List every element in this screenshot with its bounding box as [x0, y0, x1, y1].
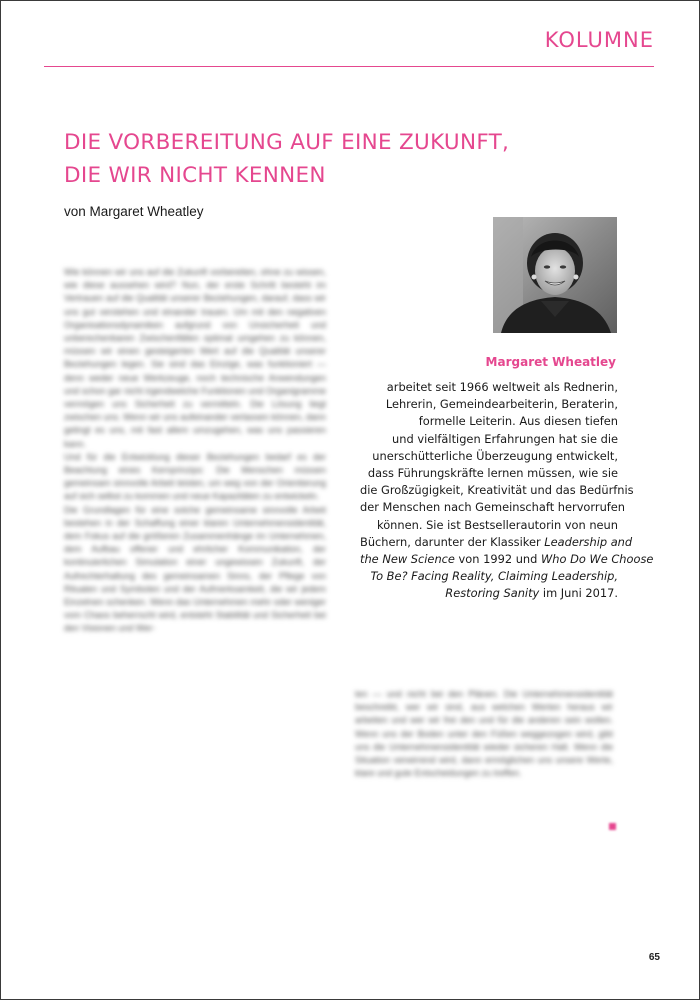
author-name: Margaret Wheatley: [485, 355, 616, 369]
author-bio: [360, 379, 654, 603]
body-column-right: [355, 688, 613, 780]
book-title: Who Do We Choose: [541, 552, 654, 567]
header-rule: [44, 66, 654, 67]
book-title: Leadership and: [544, 534, 633, 549]
article-end-mark: [609, 823, 616, 830]
bio-line: arbeitet seit 1966 weltweit als Rednerin,: [386, 380, 618, 394]
bio-line: formelle Leiterin. Aus diesen tiefen: [418, 414, 618, 429]
body-paragraph: Und für die Entwicklung dieser Beziehungen bedarf es der Beachtung eines Kernprinzips: Die Menschen müssen gemeinsam sinnvolle Arbeit leisten, um weg von der Orientierung auf sich selbst zu kommen und neue Kapazitäten zu entwickeln.: [64, 451, 326, 502]
bio-line: können. Sie ist Bestsellerautorin von neun: [377, 517, 618, 532]
article-title: [64, 126, 509, 192]
bio-line: die Großzügigkeit, Kreativität und das Bedürfnis: [360, 483, 634, 498]
page-number: 65: [648, 952, 660, 963]
bio-text: im Juni 2017.: [539, 586, 618, 601]
bio-line: [360, 568, 618, 585]
bio-line: [360, 585, 618, 602]
bio-text: Büchern, darunter der Klassiker: [360, 534, 545, 549]
byline: von Margaret Wheatley: [64, 204, 204, 219]
body-column-left: [64, 266, 326, 636]
bio-line: dass Führungskräfte lernen müssen, wie sie: [367, 466, 618, 481]
book-title: To Be? Facing Reality, Claiming Leadership,: [370, 569, 618, 584]
author-portrait: [493, 217, 617, 333]
bio-line: unerschütterliche Überzeugung entwickelt,: [372, 448, 618, 463]
bio-line: [360, 534, 633, 551]
bio-line: der Menschen nach Gemeinschaft hervorrufen: [360, 500, 626, 515]
body-paragraph: Die Grundlagen für eine solche gemeinsame sinnvolle Arbeit bestehen in der Schaffung einer klaren Unternehmensidentität, dem Fokus auf die größeren Zusammenhänge im Unternehmen, dem Aufbau offener und ehrlicher Kommunikation, der kontinuierlichen Simulation einer ungewissen Zukunft, der Aufrechterhaltung des gemeinsamen Sinns, der Pflege von Ritualen und Symbolen und der Aufmerksamkeit, die wir jedem Einzelnen schenken. Wenn das Unternehmen mehr oder weniger vom Chaos beherrscht wird, entsteht Stabilität und Sicherheit bei den Visionen und Wer-: [64, 504, 326, 634]
author-portrait-photo: [493, 217, 617, 333]
bio-line: und vielfältigen Erfahrungen hat sie die: [392, 431, 618, 446]
article-title-line-2: DIE WIR NICHT KENNEN: [64, 163, 326, 188]
body-paragraph: ten — und nicht bei den Plänen. Die Unternehmensidentität beschreibt, wer wir sind, aus welchen Werten heraus wir arbeiten und wer wir frei den und für die anderen sein wollen. Wenn uns der Boden unter den Füßen weggezogen wird, gibt uns die Unternehmensidentität wieder sicheren Halt. Wenn die Situation verwirrend wird, dann ermöglichen uns unsere Werte, klare und gute Entscheidungen zu treffen.: [355, 689, 613, 779]
article-title-line-1: DIE VORBEREITUNG AUF EINE ZUKUNFT,: [64, 130, 510, 155]
book-title: Restoring Sanity: [445, 586, 540, 601]
book-title: the New Science: [360, 552, 455, 567]
bio-text: von 1992 und: [454, 552, 542, 567]
bio-line: [360, 551, 654, 568]
body-paragraph: Wie können wir uns auf die Zukunft vorbereiten, ohne zu wissen, wie diese aussehen wird? Nun, der erste Schritt besteht im Vertrauen auf die Qualität unserer Beziehungen, darauf, dass wir uns gut verstehen und einander trauen. Um mit den negativen Organisationsdynamiken aufgrund von Unsicherheit und unberechenbaren Zwischenfällen optimal umgehen zu können, müssen wir einen gesteigerten Wert auf die Qualität unserer Beziehungen legen. Sie sind das Einzige, was funktioniert — denn weder neue Werkzeuge, noch technische Anwendungen und schon gar nicht irgendwelche Funktionen und Organigramme vermögen uns Sicherheit zu vermitteln. Die Lösung liegt zwischen uns. Wenn wir uns aufeinander verlassen können, dann gelingt es uns, mit fast allem umzugehen, was uns passieren kann.: [64, 267, 326, 449]
bio-line: Lehrerin, Gemeindearbeiterin, Beraterin,: [385, 397, 618, 412]
section-label: KOLUMNE: [544, 28, 654, 52]
